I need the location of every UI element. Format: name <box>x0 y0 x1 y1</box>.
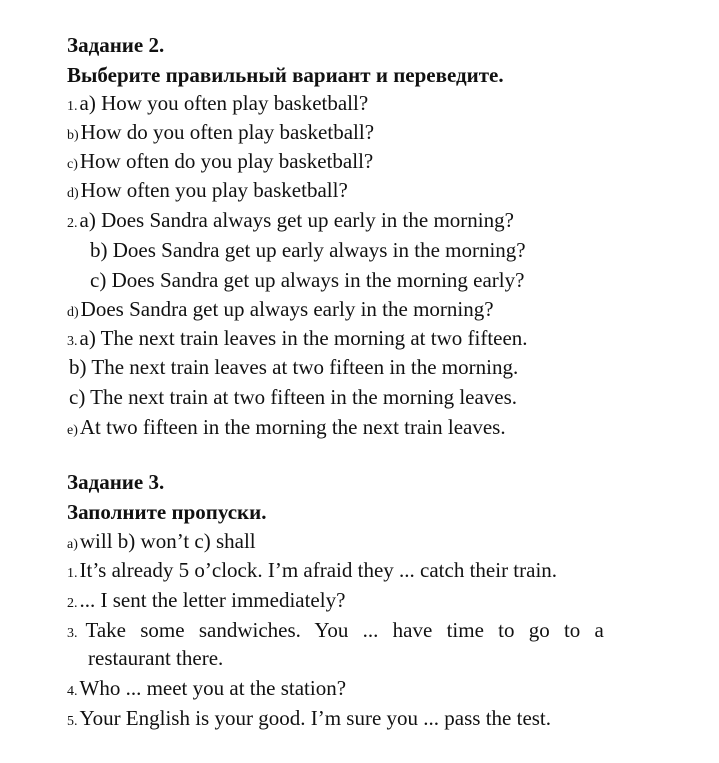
task2-line <box>67 413 506 445</box>
task2-line <box>67 118 374 150</box>
item-text: Take some sandwiches. You ... have time to go to a <box>85 618 604 642</box>
line-text: b) Does Sandra get up early always in the morning? <box>90 238 526 262</box>
line-prefix: 3. <box>67 334 78 349</box>
line-prefix: d) <box>67 186 79 201</box>
task2-line <box>67 89 368 121</box>
task3-item-4 <box>67 674 346 706</box>
line-text: b) The next train leaves at two fifteen in the morning. <box>69 355 519 379</box>
line-prefix: d) <box>67 305 79 320</box>
line-prefix: 2. <box>67 216 78 231</box>
task2-line <box>67 176 348 208</box>
line-text: c) Does Sandra get up always in the morning early? <box>90 268 525 292</box>
item-number: 5. <box>67 714 78 729</box>
line-text: At two fifteen in the morning the next train leaves. <box>79 415 506 439</box>
options-text: will b) won’t c) shall <box>79 529 256 553</box>
line-text: How often you play basketball? <box>80 178 348 202</box>
item-number: 1. <box>67 566 78 581</box>
line-text: a) The next train leaves in the morning at two fifteen. <box>79 326 528 350</box>
task2-line <box>67 295 494 327</box>
item-text: ... I sent the letter immediately? <box>79 588 346 612</box>
line-text: c) The next train at two fifteen in the morning leaves. <box>69 385 518 409</box>
task2-line <box>88 266 524 298</box>
line-text: a) How you often play basketball? <box>79 91 369 115</box>
line-prefix: b) <box>67 128 79 143</box>
task3-item-2 <box>67 586 345 618</box>
line-prefix: e) <box>67 423 78 438</box>
task2-title: Задание 2. <box>67 33 165 57</box>
task2-instruction: Выберите правильный вариант и переведите. <box>67 63 504 87</box>
task2-line <box>88 236 526 268</box>
line-text: How often do you play basketball? <box>79 149 374 173</box>
item-number: 2. <box>67 596 78 611</box>
task2-line <box>67 324 528 356</box>
task3-item-3-continuation: restaurant there. <box>88 646 224 670</box>
line-text: Does Sandra get up always early in the morning? <box>80 297 494 321</box>
item-number: 4. <box>67 684 78 699</box>
task3-item-1 <box>67 556 557 588</box>
task2-line <box>67 147 373 179</box>
line-text: a) Does Sandra always get up early in the morning? <box>79 208 514 232</box>
task3-item-5 <box>67 704 551 736</box>
line-prefix: c) <box>67 157 78 172</box>
item-text: It’s already 5 o’clock. I’m afraid they ... catch their train. <box>79 558 558 582</box>
item-text: Who ... meet you at the station? <box>79 676 347 700</box>
task2-line <box>67 206 514 238</box>
task2-line <box>67 353 518 385</box>
item-text: Your English is your good. I’m sure you ... pass the test. <box>79 706 552 730</box>
task2-line <box>67 383 517 415</box>
options-prefix: a) <box>67 537 78 552</box>
task3-title: Задание 3. <box>67 470 165 494</box>
line-prefix: 1. <box>67 99 78 114</box>
item-number: 3. <box>67 626 78 641</box>
task3-options <box>67 527 256 559</box>
line-text: How do you often play basketball? <box>80 120 375 144</box>
task3-instruction: Заполните пропуски. <box>67 500 267 524</box>
